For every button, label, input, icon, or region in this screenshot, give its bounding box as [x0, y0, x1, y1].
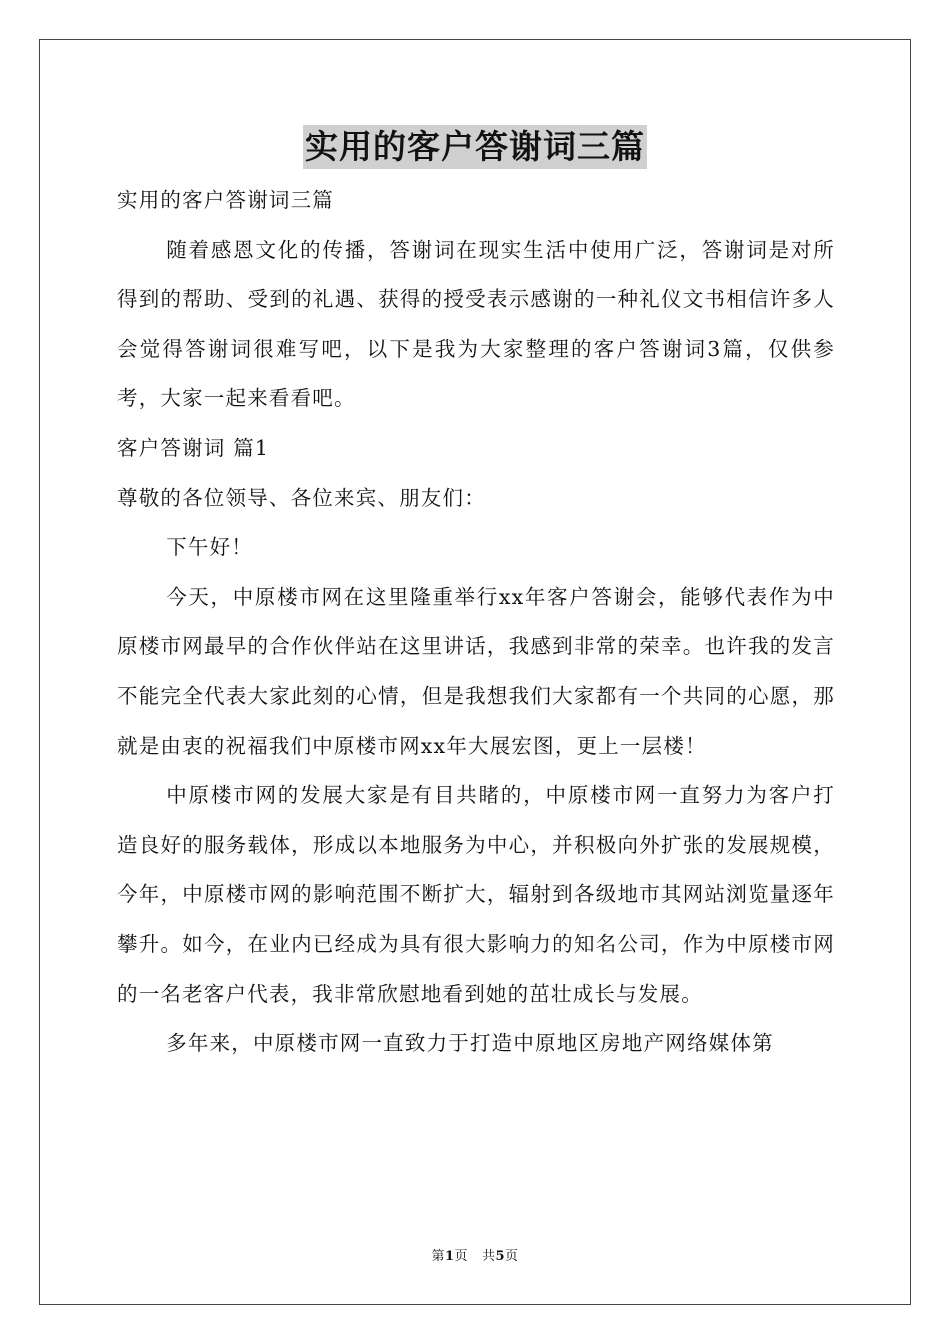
- page-footer: [0, 1245, 950, 1264]
- body-paragraph: 多年来，中原楼市网一直致力于打造中原地区房地产网络媒体第: [166, 1031, 774, 1056]
- document-title: 实用的客户答谢词三篇: [303, 125, 647, 169]
- total-prefix: 共: [481, 1249, 496, 1264]
- total-suffix: 页: [505, 1249, 519, 1264]
- body-paragraph: 今天，中原楼市网在这里隆重举行xx年客户答谢会，能够代表作为中原楼市网最早的合作伙伴站在这里讲话，我感到非常的荣幸。也许我的发言不能完全代表大家此刻的心情，但是我想我们大家都有一个共同的心愿，那就是由衷的祝福我们中原楼市网xx年大展宏图，更上一层楼！: [117, 584, 835, 758]
- salutation: 尊敬的各位领导、各位来宾、朋友们：: [117, 485, 486, 510]
- body-paragraph: 随着感恩文化的传播，答谢词在现实生活中使用广泛，答谢词是对所得到的帮助、受到的礼遇、获得的授受表示感谢的一种礼仪文书相信许多人会觉得答谢词很难写吧，以下是我为大家整理的客户答谢词3篇，仅供参考，大家一起来看看吧。: [117, 237, 835, 411]
- body-paragraph: 中原楼市网的发展大家是有目共睹的，中原楼市网一直努力为客户打造良好的服务载体，形成以本地服务为中心，并积极向外扩张的发展规模，今年，中原楼市网的影响范围不断扩大，辐射到各级地市其网站浏览量逐年攀升。如今，在业内已经成为具有很大影响力的知名公司，作为中原楼市网的一名老客户代表，我非常欣慰地看到她的茁壮成长与发展。: [117, 783, 835, 1006]
- section-heading: 客户答谢词 篇1: [117, 435, 270, 460]
- page-number: 1: [444, 1249, 455, 1264]
- greeting: 下午好！: [166, 535, 253, 560]
- page-suffix: 页: [454, 1249, 469, 1264]
- document-body: [117, 176, 835, 1069]
- body-paragraph: 实用的客户答谢词三篇: [117, 188, 334, 212]
- total-pages: 5: [495, 1249, 506, 1264]
- title-area: [0, 125, 950, 169]
- page-prefix: 第: [431, 1249, 445, 1264]
